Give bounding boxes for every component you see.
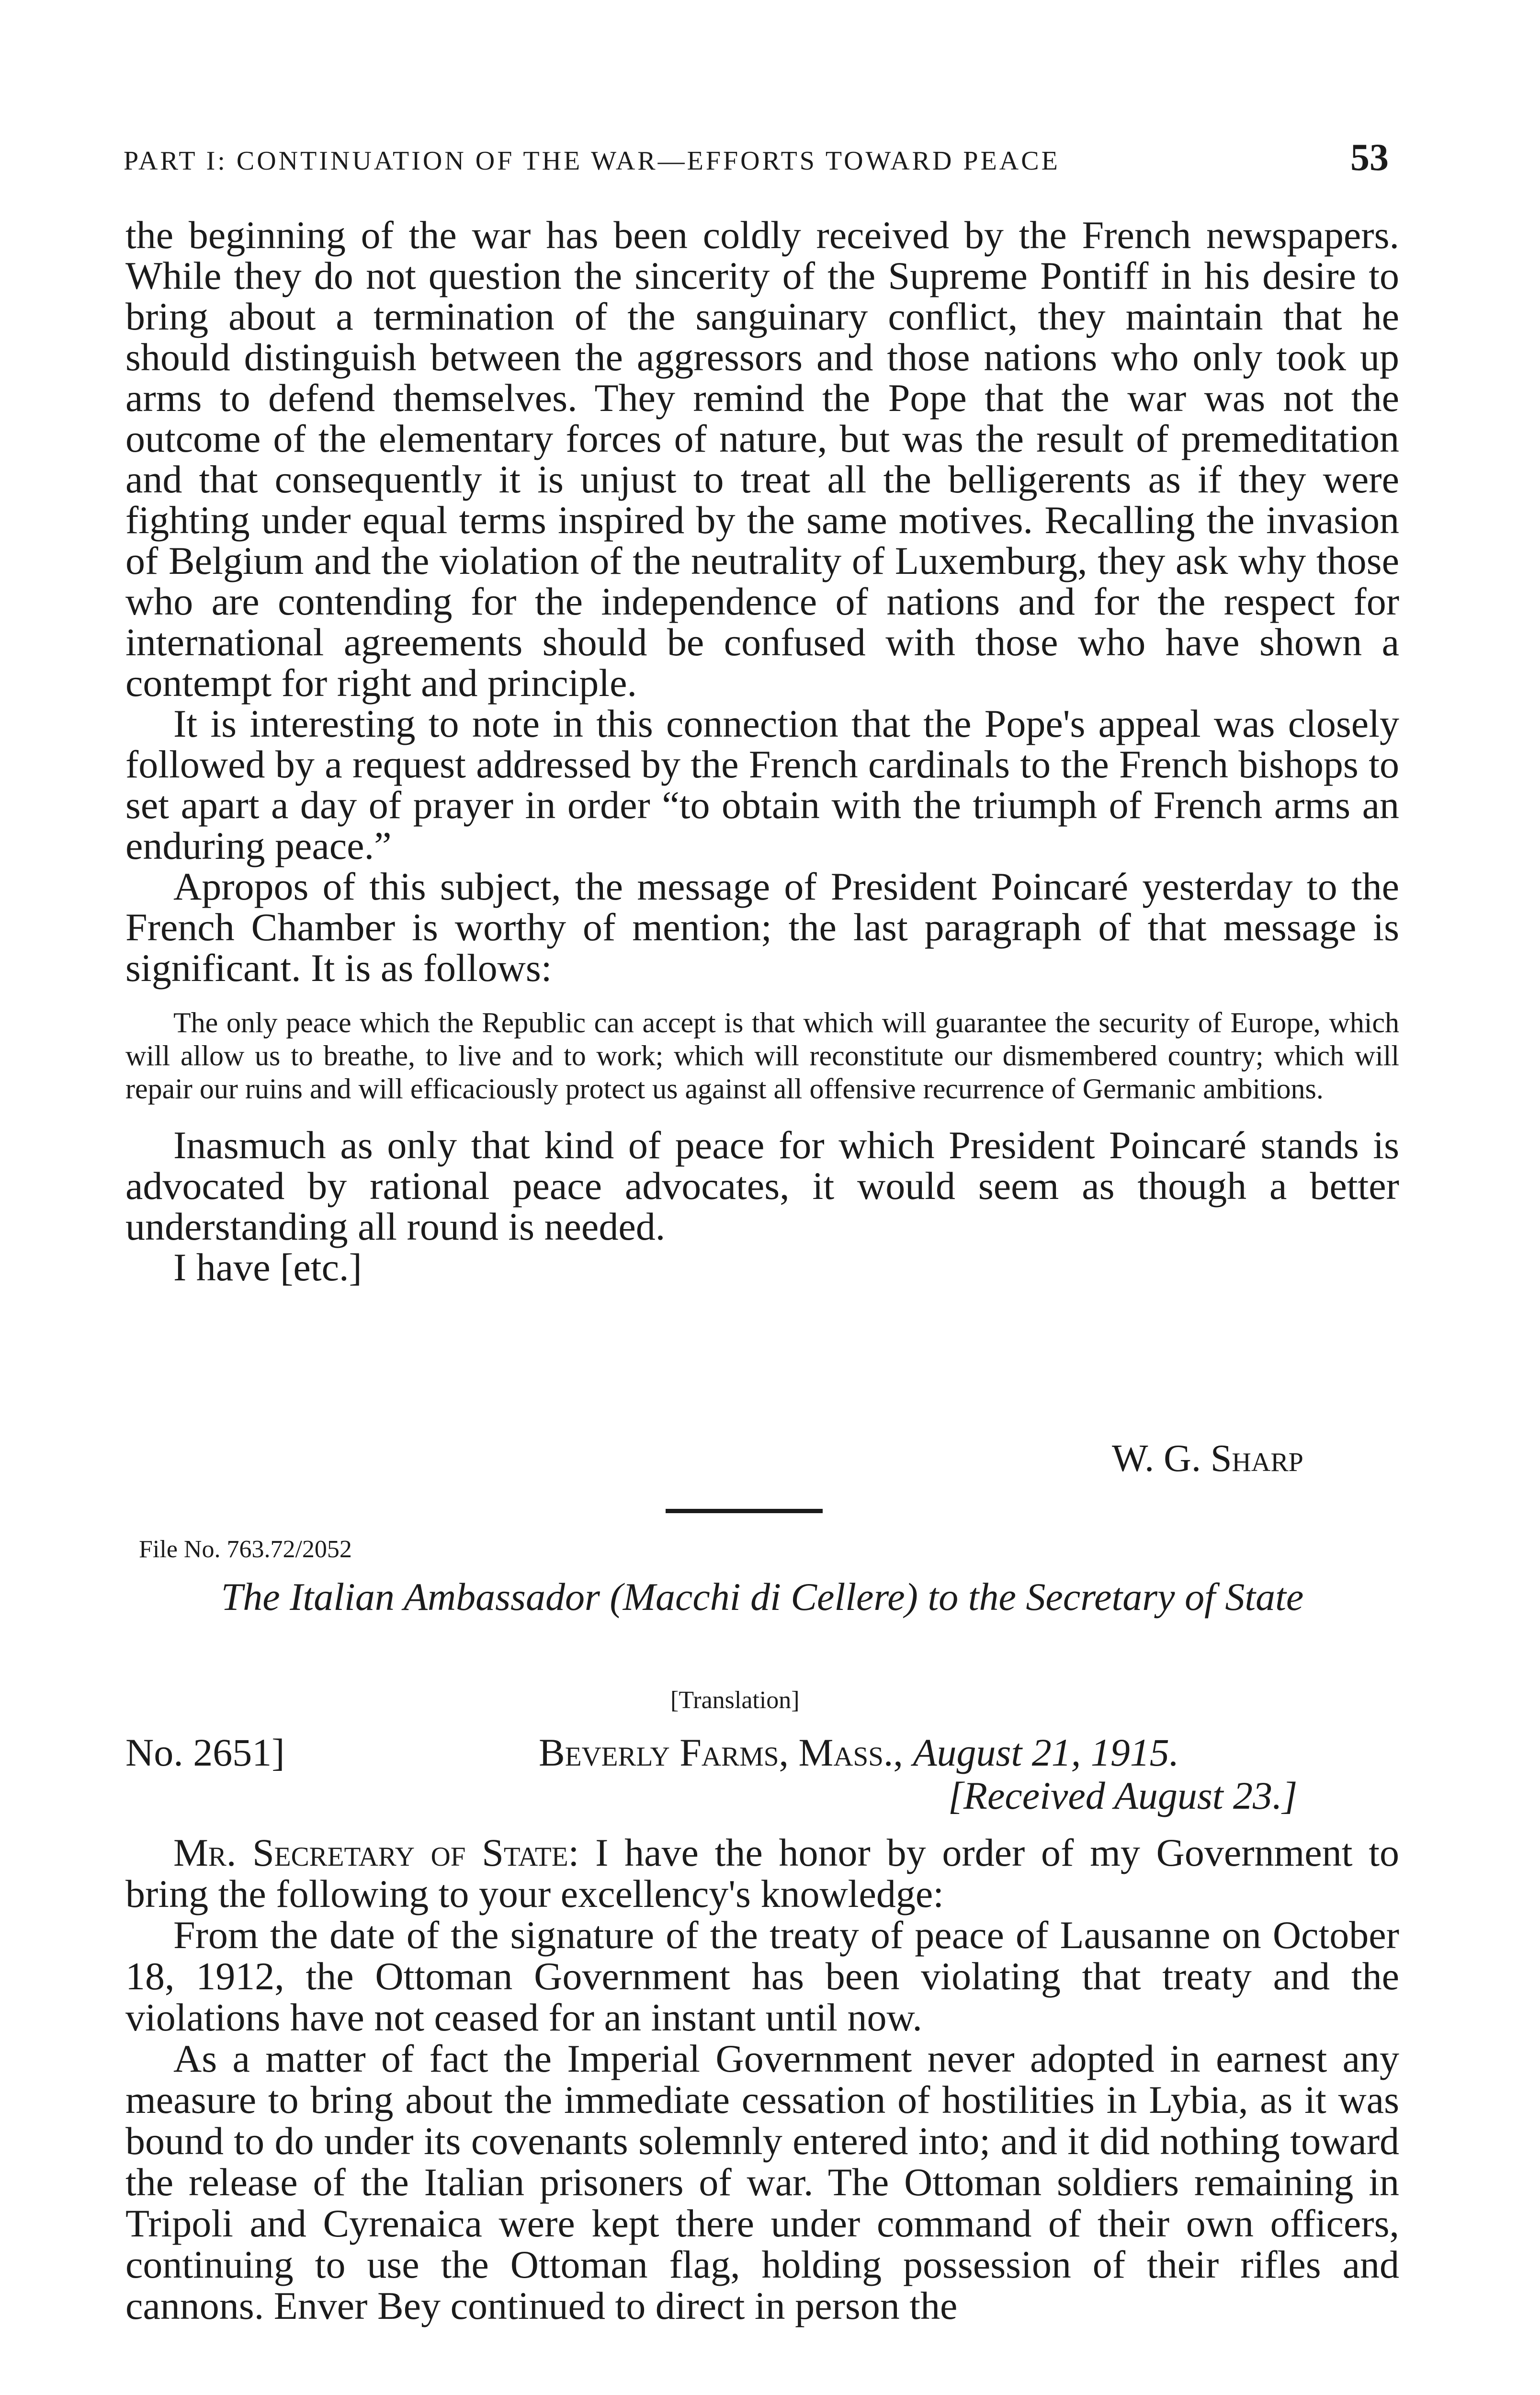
- signature: W. G. Sharp: [1112, 1437, 1303, 1480]
- block-quote: The only peace which the Republic can accept is that which will guarantee the security of Europe, which will allow us to breathe, to live and to work; which will reconstitute our dismembered country; which will repair our ruins and will efficaciously protect us against all offensive recurrence of Germanic ambitions.: [125, 1007, 1399, 1105]
- paragraph: the beginning of the war has been coldly received by the French newspapers. While they do not question the sincerity of the Supreme Pontiff in his desire to bring about a termination of the sanguinary conflict, they maintain that he should distinguish between the aggressors and those nations who only took up arms to defend themselves. They remind the Pope that the war was not the outcome of the elementary forces of nature, but was the result of premeditation and that consequently it is unjust to treat all the belligerents as if they were fighting under equal terms inspired by the same motives. Recalling the invasion of Belgium and the violation of the neutrality of Luxemburg, they ask why those who are contending for the independence of nations and for the respect for international agreements should be confused with those who have shown a contempt for right and principle.: [125, 213, 1399, 705]
- paragraph: As a matter of fact the Imperial Government never adopted in earnest any measure to bring about the immediate cessation of hostilities in Lybia, as it was bound to do under its covenants solemnly entered into; and it did nothing toward the release of the Italian prisoners of war. The Ottoman soldiers remaining in Tripoli and Cyrenaica were kept there under command of their own officers, continuing to use the Ottoman flag, holding possession of their rifles and cannons. Enver Bey continued to direct in person the: [125, 2037, 1399, 2327]
- document-heading: The Italian Ambassador (Macchi di Cellere) to the Secretary of State: [221, 1575, 1304, 1619]
- paragraph: Inasmuch as only that kind of peace for which President Poincaré stands is advocated by rational peace advocates, it would seem as though a better understanding all round is needed.: [125, 1123, 1399, 1248]
- document-number: No. 2651]: [125, 1731, 285, 1774]
- section-divider: [666, 1509, 823, 1513]
- closing-formula: I have [etc.]: [173, 1245, 362, 1289]
- file-number: File No. 763.72/2052: [139, 1536, 352, 1563]
- paragraph: [125, 1832, 1399, 1915]
- running-head-title: PART I: CONTINUATION OF THE WAR—EFFORTS TOWARD PEACE: [124, 146, 1060, 176]
- translation-label: [Translation]: [670, 1687, 800, 1714]
- paragraph: From the date of the signature of the treaty of peace of Lausanne on October 18, 1912, the Ottoman Government has been violating that treaty and the violations have not ceased for an instant until now.: [125, 1913, 1399, 2039]
- place-and-date: [539, 1730, 1179, 1775]
- paragraph-text: I have the honor by order of my Government to bring the following to your excellency's knowledge:: [125, 1831, 1399, 1916]
- paragraph: Apropos of this subject, the message of President Poincaré yesterday to the French Chamber is worthy of mention; the last paragraph of that message is significant. It is as follows:: [125, 865, 1399, 990]
- running-head: [124, 139, 1398, 182]
- received-date: [Received August 23.]: [948, 1774, 1298, 1817]
- place: Beverly Farms, Mass.,: [539, 1731, 903, 1774]
- salutation: Mr. Secretary of State:: [173, 1831, 579, 1874]
- letter-sharp-body: [125, 215, 1399, 1288]
- page-number: 53: [1350, 137, 1389, 179]
- paragraph: It is interesting to note in this connection that the Pope's appeal was closely followed by a request addressed by the French cardinals to the French bishops to set apart a day of prayer in order “to obtain with the triumph of French arms an enduring peace.”: [125, 702, 1399, 867]
- date: August 21, 1915.: [913, 1731, 1179, 1774]
- letter-ambassador-body: [125, 1832, 1399, 2327]
